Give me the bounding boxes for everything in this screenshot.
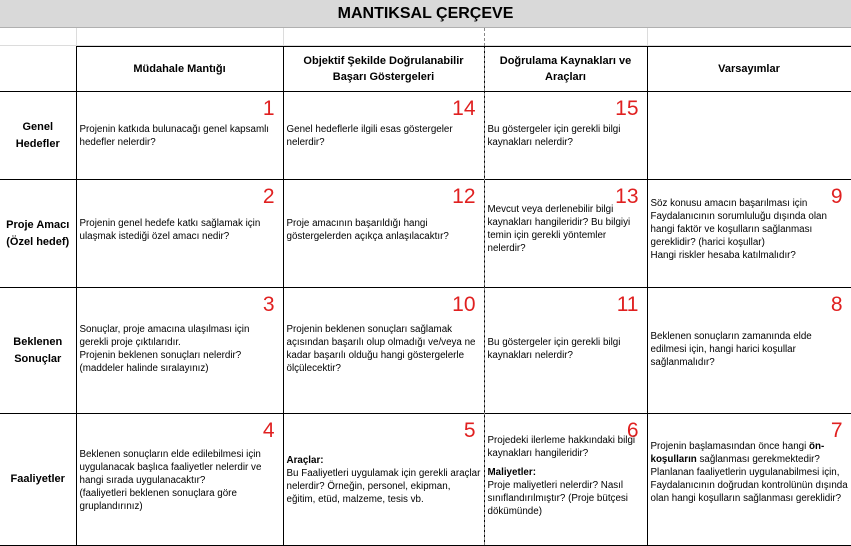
- cell-text: Beklenen sonuçların zamanında elde edilmesi için, hangi harici koşullar sağlanmalıdır?: [650, 331, 812, 368]
- cell-text: Projenin genel hedefe katkı sağlamak için ulaşmak istediği özel amacı nedir?: [79, 218, 261, 242]
- cell-bold-label: Maliyetler:: [487, 467, 536, 478]
- table-cell: [647, 92, 851, 180]
- spacer-row: [0, 28, 851, 46]
- table-cell: [484, 414, 647, 546]
- cell-number: 13: [615, 185, 639, 208]
- cell-text: Projenin katkıda bulunacağı genel kapsamlı hedefler nelerdir?: [79, 124, 270, 148]
- row-header-overall-objectives: Genel Hedefler: [0, 92, 76, 180]
- cell-text: Bu göstergeler için gerekli bilgi kaynakları nelerdir?: [487, 124, 621, 148]
- table-cell: [484, 288, 647, 414]
- cell-number: 3: [262, 293, 275, 316]
- table-row: [0, 92, 851, 180]
- cell-number: 12: [452, 185, 476, 208]
- table-cell: [76, 414, 283, 546]
- cell-number: 7: [830, 419, 843, 442]
- cell-text: Bu göstergeler için gerekli bilgi kaynakları nelerdir?: [487, 337, 621, 361]
- table-cell: [76, 92, 283, 180]
- cell-text: Mevcut veya derlenebilir bilgi kaynakları hangileridir? Bu bilgiyi temin için gerekli yöntemler nelerdir?: [487, 204, 631, 254]
- cell-number: 9: [830, 185, 843, 208]
- table-cell: [76, 180, 283, 288]
- table-cell: [283, 288, 484, 414]
- cell-text: Sonuçlar, proje amacına ulaşılması için gerekli proje çıktılarıdır. Projenin beklenen sonuçları nelerdir? (maddeler halinde sıralayınız): [79, 324, 250, 374]
- cell-text: Söz konusu amacın başarılması için Faydalanıcının sorumluluğu dışında olan hangi faktör ve koşulların sağlanması gereklidir? (harici koşullar) Hangi riskler hesaba katılmalıdır?: [650, 198, 827, 261]
- column-header-assumptions: Varsayımlar: [647, 47, 851, 92]
- table-cell: [76, 288, 283, 414]
- table-cell: [647, 180, 851, 288]
- table-row: [0, 180, 851, 288]
- header-row: [0, 47, 851, 92]
- column-header-verification-sources: Doğrulama Kaynakları ve Araçları: [484, 47, 647, 92]
- column-header-indicators: Objektif Şekilde Doğrulanabilir Başarı Göstergeleri: [283, 47, 484, 92]
- cell-number: 6: [626, 419, 639, 442]
- table-cell: [283, 180, 484, 288]
- cell-text: Beklenen sonuçların elde edilebilmesi için uygulanacak başlıca faaliyetler nelerdir ve hangi sırada uygulanacaktır? (faaliyetleri beklenen sonuçlara göre gruplandırınız): [79, 449, 262, 512]
- cell-text: Proje amacının başarıldığı hangi göstergelerden açıkça anlaşılacaktır?: [286, 218, 449, 242]
- cell-number: 8: [830, 293, 843, 316]
- table-cell: [283, 414, 484, 546]
- cell-text: Projenin başlamasından önce hangi ön-koşulların sağlanması gerekmektedir? Planlanan faaliyetlerin uygulanabilmesi için, Faydalanıcının doğrudan kontrolünün dışında olan hangi koşulların sağlanması gereklidir?: [650, 441, 848, 504]
- cell-bold-label: Araçlar:: [286, 455, 324, 466]
- gridline: [647, 28, 648, 46]
- logframe-table: [0, 46, 851, 546]
- row-header-expected-results: Beklenen Sonuçlar: [0, 288, 76, 414]
- table-cell: [283, 92, 484, 180]
- cell-number: 5: [463, 419, 476, 442]
- gridline: [76, 28, 77, 46]
- cell-number: 14: [452, 97, 476, 120]
- cell-text: Projedeki ilerleme hakkındaki bilgi kaynakları hangileridir? Maliyetler: Proje maliyetleri nelerdir? Nasıl sınıflandırılmıştır? (Proje bütçesi dökümünde): [488, 434, 645, 518]
- cell-number: 10: [452, 293, 476, 316]
- cell-number: 15: [615, 97, 639, 120]
- page-break-line: [484, 28, 485, 545]
- table-cell: [484, 180, 647, 288]
- table-cell: [484, 92, 647, 180]
- cell-text: Araçlar: Bu Faaliyetleri uygulamak için gerekli araçlar nelerdir? Örneğin, personel, ekipman, eğitim, etüd, malzeme, tesis vb.: [286, 455, 481, 505]
- page-title: MANTIKSAL ÇERÇEVE: [0, 0, 851, 28]
- cell-text: Genel hedeflerle ilgili esas göstergeler nelerdir?: [286, 124, 453, 148]
- column-header-intervention-logic: Müdahale Mantığı: [76, 47, 283, 92]
- gridline: [283, 28, 284, 46]
- cell-number: 4: [262, 419, 275, 442]
- cell-number: 11: [616, 293, 639, 316]
- cell-text: Projenin beklenen sonuçları sağlamak açısından başarılı olup olmadığı ve/veya ne kadar başarılı olduğu hangi göstergelerle ölçülecektir?: [286, 324, 476, 374]
- table-row: [0, 288, 851, 414]
- cell-number: 1: [262, 97, 275, 120]
- row-header-activities: Faaliyetler: [0, 414, 76, 546]
- row-header-project-purpose: Proje Amacı (Özel hedef): [0, 180, 76, 288]
- table-cell: [647, 288, 851, 414]
- cell-number: 2: [262, 185, 275, 208]
- corner-cell: [0, 47, 76, 92]
- table-row: [0, 414, 851, 546]
- table-cell: [647, 414, 851, 546]
